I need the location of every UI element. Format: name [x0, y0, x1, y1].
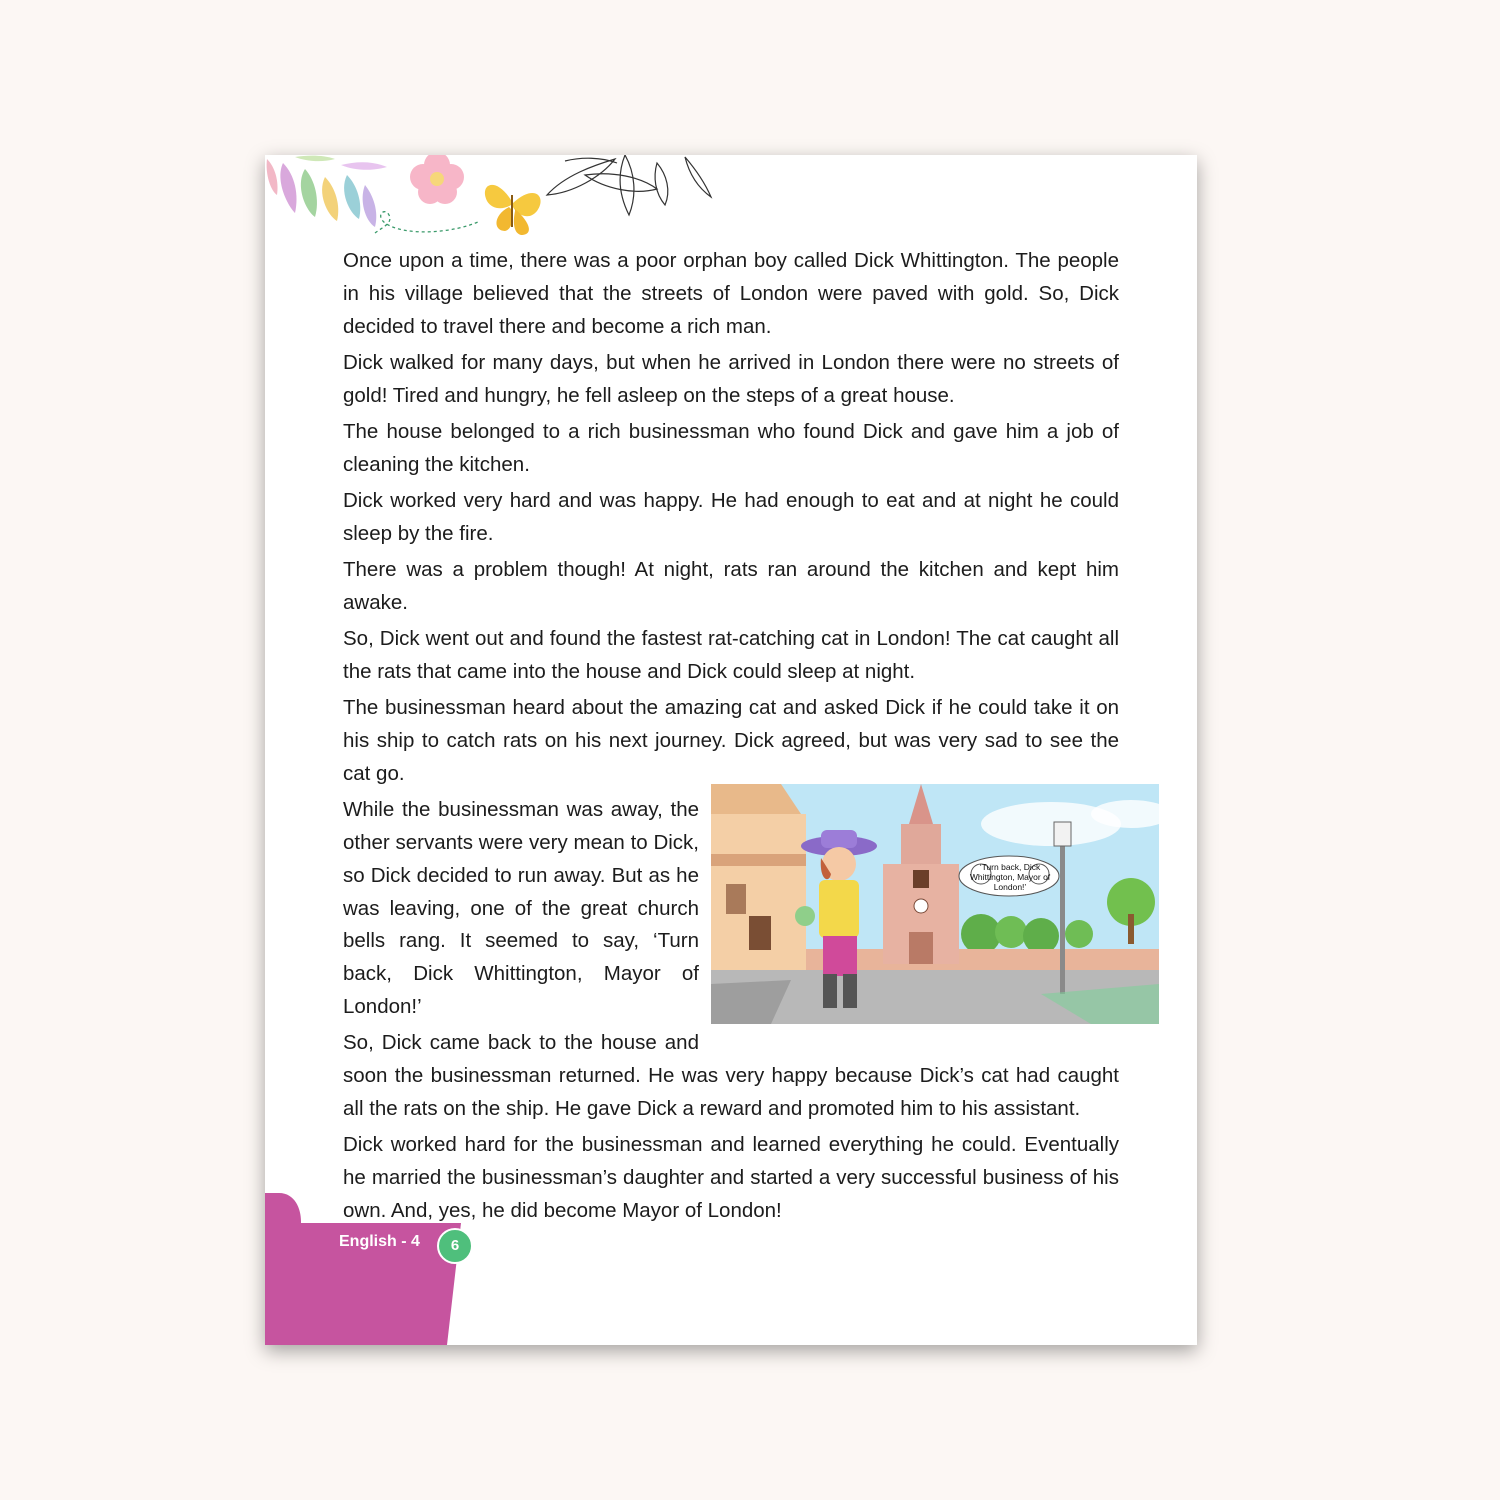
story-paragraph: Dick walked for many days, but when he arrived in London there were no streets of gold! Tired and hungry, he fell asleep on the steps of a great house.	[343, 350, 1119, 407]
story-paragraph: While the businessman was away, the other servants were very mean to Dick, so Dick decided to run away. But as he was leaving, one of the great church bells rang. It seemed to say, ‘Turn back, Dick Whittington, Mayor of London!’	[343, 798, 699, 1019]
footer-tab	[265, 1193, 465, 1345]
speech-bubble-text: ‘Turn back, Dick Whittington, Mayor of London!’	[969, 862, 1051, 893]
story-paragraph: Once upon a time, there was a poor orphan boy called Dick Whittington. The people in his village believed that the streets of London were paved with gold. So, Dick decided to travel there and become a rich man.	[343, 249, 1119, 338]
pink-flower	[410, 155, 464, 204]
story-paragraph: There was a problem though! At night, rats ran around the kitchen and kept him awake.	[343, 558, 1119, 614]
story-paragraph: So, Dick went out and found the fastest rat-catching cat in London! The cat caught all the rats that came into the house and Dick could sleep at night.	[343, 627, 1119, 684]
story-paragraph: Dick worked hard for the businessman and learned everything he could. Eventually he married the businessman’s daughter and started a very successful business of his own. And, yes, he did become Mayor of London!	[343, 1133, 1119, 1222]
building-left	[711, 784, 806, 984]
floral-decoration	[265, 155, 735, 245]
butterfly	[485, 185, 541, 235]
story-paragraph: Dick worked very hard and was happy. He had enough to eat and at night he could sleep by the fire.	[343, 489, 1119, 545]
story-text	[343, 245, 1119, 1231]
line-art-leaves	[547, 155, 711, 215]
story-paragraph: So, Dick came back to the house and soon the businessman returned. He was very happy because Dick’s cat had caught all the rats on the ship. He gave Dick a reward and promoted him to his assistant.	[343, 1031, 1119, 1120]
leaf-cluster-left	[267, 156, 387, 227]
story-paragraph: The house belonged to a rich businessman who found Dick and gave him a job of cleaning the kitchen.	[343, 419, 1119, 476]
book-page	[265, 155, 1197, 1345]
book-title-label: English - 4	[339, 1233, 420, 1250]
story-illustration	[711, 784, 1159, 1024]
story-paragraph: The businessman heard about the amazing cat and asked Dick if he could take it on his ship to catch rats on his next journey. Dick agreed, but was very sad to see the cat go.	[343, 696, 1119, 785]
page-number-badge: 6	[437, 1228, 473, 1264]
dashed-flight-path	[375, 212, 480, 233]
